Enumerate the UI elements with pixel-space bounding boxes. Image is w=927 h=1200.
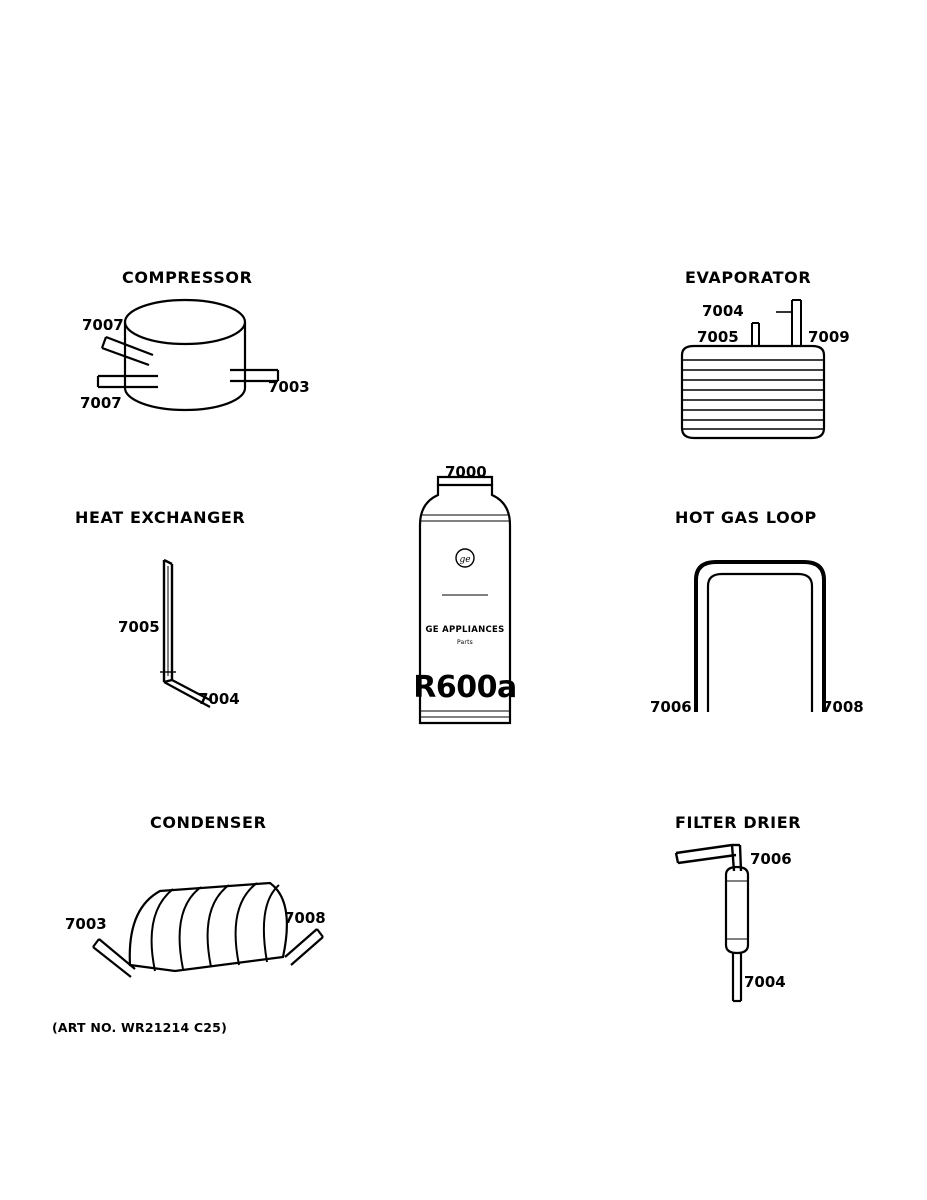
- callout-heat-exchanger-7005: 7005: [118, 618, 160, 636]
- group-refrigerant-can: [390, 455, 570, 755]
- group-title-compressor: COMPRESSOR: [122, 268, 253, 287]
- group-title-filter-drier: FILTER DRIER: [675, 813, 802, 832]
- group-compressor: [70, 260, 370, 460]
- heat-exchanger-illustration: [60, 500, 340, 750]
- group-evaporator: [640, 260, 900, 460]
- callout-compressor-7003: 7003: [268, 378, 310, 396]
- callout-hot-gas-loop-7008: 7008: [822, 698, 864, 716]
- callout-filter-drier-7006: 7006: [750, 850, 792, 868]
- group-filter-drier: [640, 805, 900, 1025]
- callout-can-7000: 7000: [445, 463, 487, 481]
- callout-compressor-7007-bottom: 7007: [80, 394, 122, 412]
- callout-compressor-7007-top: 7007: [82, 316, 124, 334]
- compressor-illustration: [70, 260, 370, 460]
- group-condenser: [55, 805, 375, 1025]
- callout-condenser-7003: 7003: [65, 915, 107, 933]
- callout-filter-drier-7004: 7004: [744, 973, 786, 991]
- callout-evaporator-7009: 7009: [808, 328, 850, 346]
- callout-condenser-7008: 7008: [284, 909, 326, 927]
- can-product-label: R600a: [413, 670, 517, 705]
- group-title-hot-gas-loop: HOT GAS LOOP: [675, 508, 817, 527]
- group-title-condenser: CONDENSER: [150, 813, 267, 832]
- group-heat-exchanger: [60, 500, 340, 750]
- art-number-label: (ART NO. WR21214 C25): [52, 1020, 227, 1035]
- filter-drier-illustration: [640, 805, 900, 1025]
- group-hot-gas-loop: [640, 500, 900, 750]
- callout-evaporator-7004: 7004: [702, 302, 744, 320]
- group-title-evaporator: EVAPORATOR: [685, 268, 812, 287]
- callout-evaporator-7005: 7005: [697, 328, 739, 346]
- can-brand-label: GE APPLIANCES: [425, 625, 505, 635]
- group-title-heat-exchanger: HEAT EXCHANGER: [75, 508, 246, 527]
- svg-text:ge: ge: [459, 555, 471, 565]
- evaporator-illustration: [640, 260, 900, 460]
- callout-hot-gas-loop-7006: 7006: [650, 698, 692, 716]
- can-parts-label: Parts: [457, 639, 473, 646]
- refrigerant-can-illustration: [390, 455, 570, 755]
- callout-heat-exchanger-7004: 7004: [198, 690, 240, 708]
